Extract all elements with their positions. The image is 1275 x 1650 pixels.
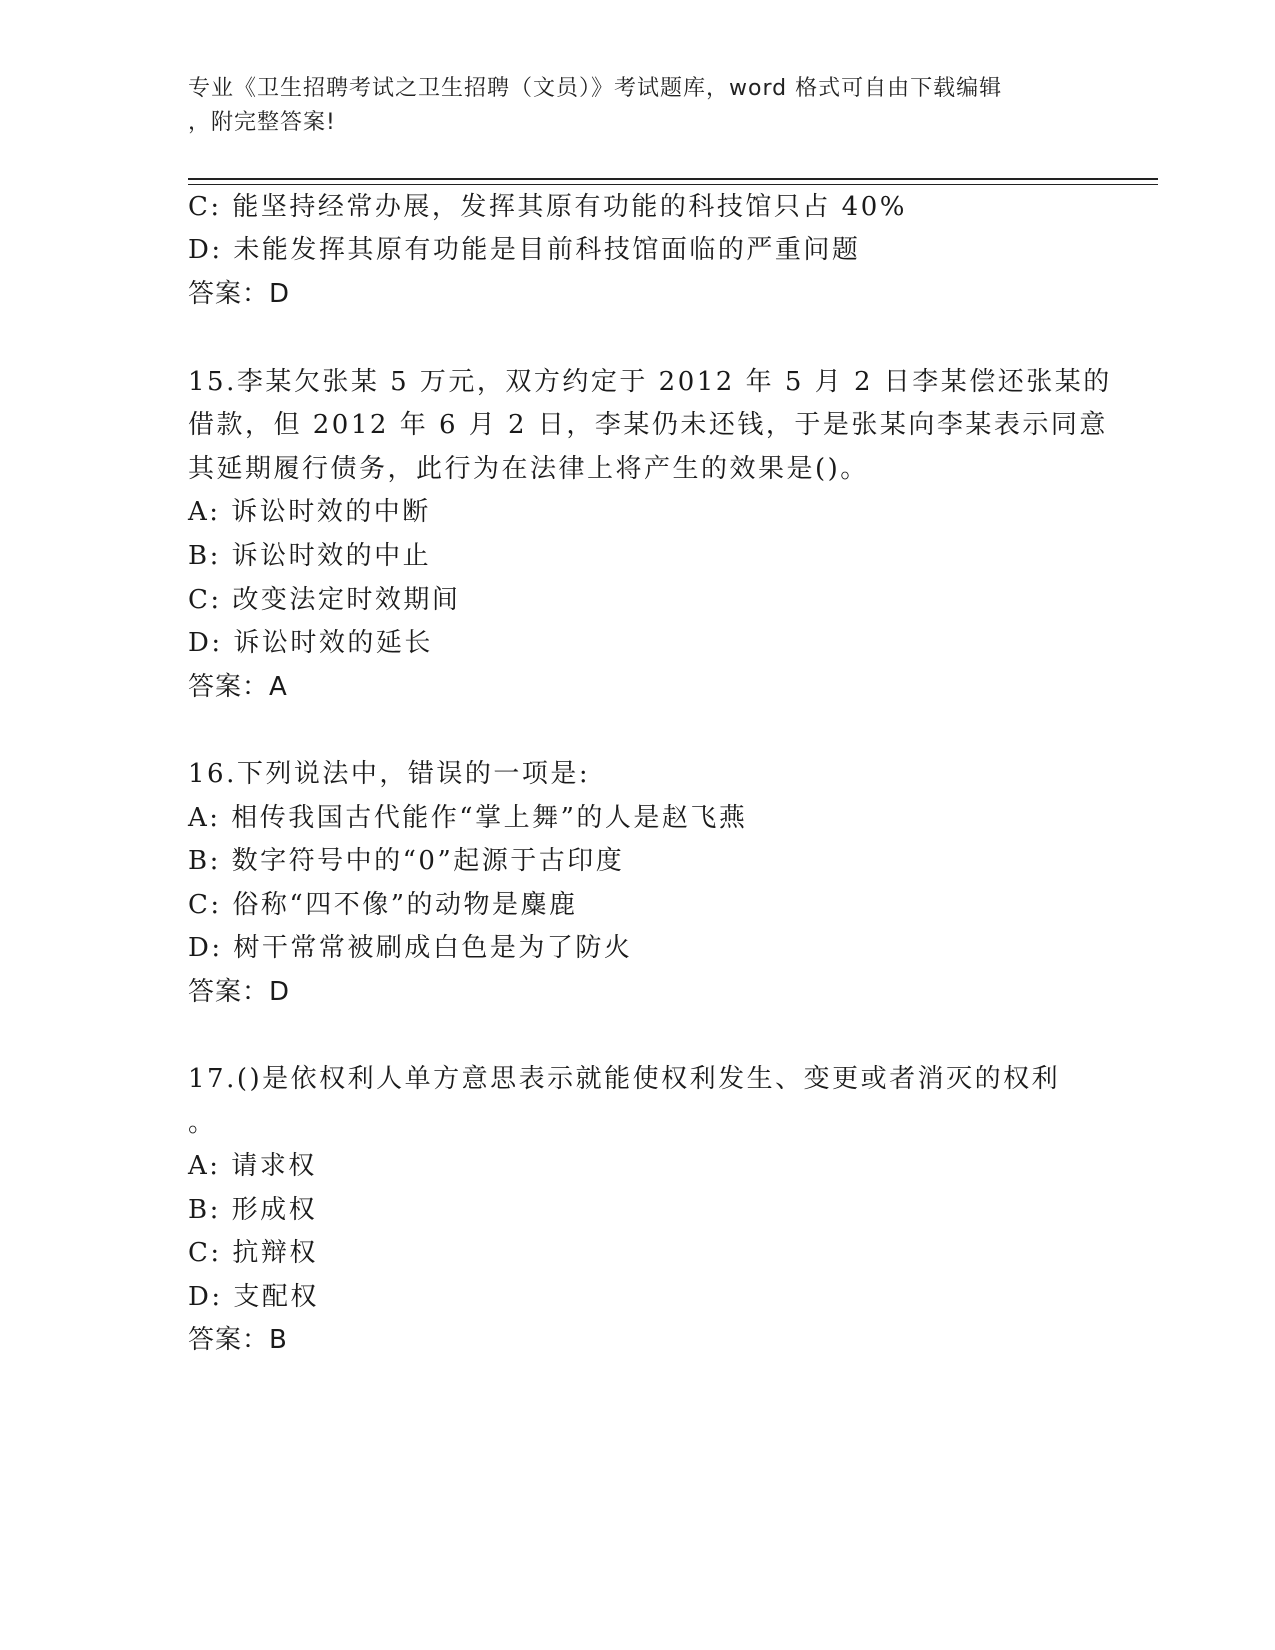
q17-option-d: D: 支配权 <box>188 1282 319 1312</box>
header-line-1: 专业《卫生招聘考试之卫生招聘（文员）》考试题库，word 格式可自由下载编辑 <box>188 76 1003 101</box>
q16-stem-line-1: 16.下列说法中，错误的一项是: <box>188 759 591 789</box>
q16-option-b: B: 数字符号中的“0”起源于古印度 <box>188 846 625 876</box>
q17-option-c: C: 抗辩权 <box>188 1238 318 1268</box>
q16-answer: 答案：D <box>188 977 291 1007</box>
q14-option-c: C: 能坚持经常办展，发挥其原有功能的科技馆只占 40% <box>188 192 907 222</box>
q15-stem-line-3: 其延期履行债务，此行为在法律上将产生的效果是()。 <box>188 454 869 484</box>
header-line-2: ，附完整答案! <box>188 110 336 135</box>
document-header <box>188 72 1088 140</box>
q14-answer: 答案：D <box>188 279 291 309</box>
q16-option-a: A: 相传我国古代能作“掌上舞”的人是赵飞燕 <box>188 803 748 833</box>
q17-answer: 答案：B <box>188 1325 288 1355</box>
q17-option-b: B: 形成权 <box>188 1195 318 1225</box>
header-divider-thin <box>188 184 1158 185</box>
q17-option-a: A: 请求权 <box>188 1151 317 1181</box>
q16-option-d: D: 树干常常被刷成白色是为了防火 <box>188 933 633 963</box>
q15-stem-line-1: 15.李某欠张某 5 万元，双方约定于 2012 年 5 月 2 日李某偿还张某的 <box>188 367 1112 397</box>
q14-option-d: D: 未能发挥其原有功能是目前科技馆面临的严重问题 <box>188 235 861 265</box>
q15-answer: 答案：A <box>188 672 288 702</box>
header-divider-thick <box>188 178 1158 180</box>
q15-option-c: C: 改变法定时效期间 <box>188 585 461 615</box>
q15-option-a: A: 诉讼时效的中断 <box>188 497 431 527</box>
q15-stem-line-2: 借款，但 2012 年 6 月 2 日，李某仍未还钱，于是张某向李某表示同意 <box>188 410 1108 440</box>
q16-option-c: C: 俗称“四不像”的动物是麋鹿 <box>188 890 578 920</box>
q17-stem-line-1: 17.()是依权利人单方意思表示就能使权利发生、变更或者消灭的权利 <box>188 1064 1061 1094</box>
q17-stem-line-2: 。 <box>188 1108 217 1138</box>
q15-option-b: B: 诉讼时效的中止 <box>188 541 432 571</box>
q15-option-d: D: 诉讼时效的延长 <box>188 628 433 658</box>
